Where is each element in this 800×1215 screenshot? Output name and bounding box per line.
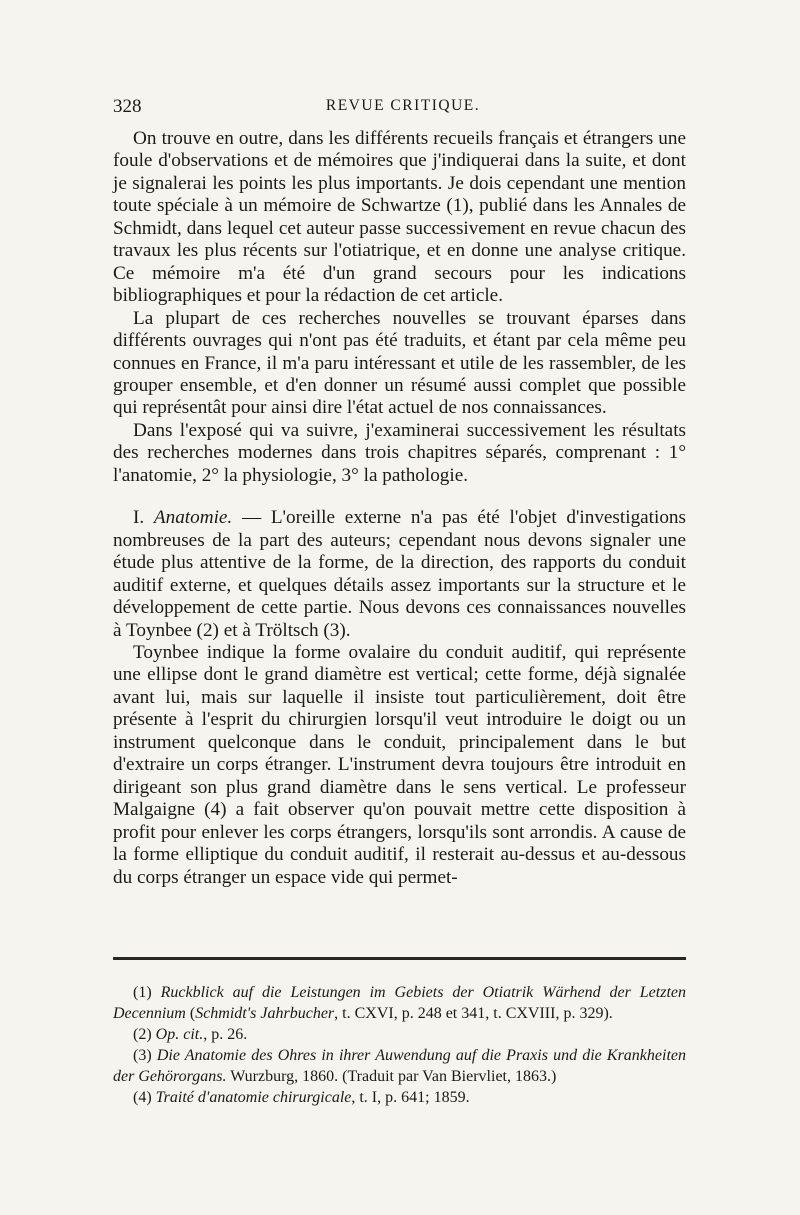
footnote-3-number: (3)	[133, 1047, 152, 1064]
footnote-1-title: Ruckblick auf die Leistungen im Gebiets der Otiatrik Wärhend der Letzten Decennium	[113, 984, 687, 1022]
footnote-4-title: Traité d'anatomie chirurgicale	[155, 1089, 352, 1106]
paragraph-2: La plupart de ces recherches nouvelles se trouvant éparses dans différents ouvrages qui n'ont pas été traduits, et étant par cela même peu connues en France, il m'a paru intéressant et utile de les rassembler, de les grouper ensemble, et d'en donner un résumé aussi complet que possible qui représentât pour ainsi dire l'état actuel de nos connaissances.	[113, 307, 686, 419]
footnote-3	[113, 1045, 686, 1087]
footnote-4	[113, 1087, 686, 1108]
page-header	[113, 96, 693, 120]
running-title: REVUE CRITIQUE.	[325, 97, 481, 114]
footnote-1-source: Schmidt's Jahrbucher	[195, 1005, 335, 1022]
footnote-3-title: Die Anatomie des Ohres in ihrer Auwendung auf die Praxis und die Krankheiten der Gehörorgans.	[113, 1047, 687, 1085]
footnote-1-rest: , t. CXVI, p. 248 et 341, t. CXVIII, p. 329).	[334, 1005, 613, 1022]
section-text: — L'oreille externe n'a pas été l'objet d'investigations nombreuses de la part des auteurs; cependant nous devons signaler une étude plus attentive de la forme, de la direction, des rapports du conduit auditif externe, et quelques détails assez importants sur la structure et le développement de cette partie. Nous devons ces connaissances nouvelles à Toynbee (2) et à Tröltsch (3).	[113, 507, 686, 641]
footnote-2-number: (2)	[133, 1026, 152, 1043]
paragraph-3: Dans l'exposé qui va suivre, j'examinerai successivement les résultats des recherches modernes dans trois chapitres séparés, comprenant : 1° l'anatomie, 2° la physiologie, 3° la pathologie.	[113, 419, 686, 486]
paragraph-1: On trouve en outre, dans les différents recueils français et étrangers une foule d'observations et de mémoires que j'indiquerai dans la suite, et dont je signalerai les points les plus importants. Je dois cependant une mention toute spéciale à un mémoire de Schwartze (1), publié dans les Annales de Schmidt, dans lequel cet auteur passe successivement en revue chacun des travaux les plus récents sur l'otiatrique, et en donne une analyse critique. Ce mémoire m'a été d'un grand secours pour les indications bibliographiques et pour la rédaction de cet article.	[113, 128, 686, 307]
footnote-1-number: (1)	[133, 984, 152, 1001]
footnote-4-number: (4)	[133, 1089, 152, 1106]
footnote-2-title: Op. cit.	[155, 1026, 204, 1043]
section-title: Anatomie.	[153, 507, 233, 529]
footnote-1-paren: (	[189, 1005, 196, 1022]
paragraph-anatomie	[113, 507, 686, 642]
footnote-2-rest: , p. 26.	[203, 1026, 248, 1043]
footnote-2	[113, 1024, 686, 1045]
footnote-3-rest: Wurzburg, 1860. (Traduit par Van Biervliet, 1863.)	[226, 1068, 557, 1085]
footnote-rule	[113, 957, 686, 960]
section-number: I.	[133, 507, 145, 529]
footnote-1	[113, 982, 686, 1024]
paragraph-5: Toynbee indique la forme ovalaire du conduit auditif, qui représente une ellipse dont le grand diamètre est vertical; cette forme, déjà signalée avant lui, mais sur laquelle il insiste tout particulièrement, doit être présente à l'esprit du chirurgien lorsqu'il veut introduire le doigt ou un instrument quelconque dans le conduit, principalement dans le but d'extraire un corps étranger. L'instrument devra toujours être introduit en dirigeant son plus grand diamètre dans le sens vertical. Le professeur Malgaigne (4) a fait observer qu'on pouvait mettre cette disposition à profit pour enlever les corps étrangers, lorsqu'ils sont arrondis. A cause de la forme elliptique du conduit auditif, il resterait au-dessus et au-dessous du corps étranger un espace vide qui permet-	[113, 641, 686, 888]
main-text	[113, 128, 686, 889]
page-number: 328	[113, 96, 142, 117]
footnote-4-rest: , t. I, p. 641; 1859.	[351, 1089, 470, 1106]
footnotes	[113, 982, 686, 1108]
